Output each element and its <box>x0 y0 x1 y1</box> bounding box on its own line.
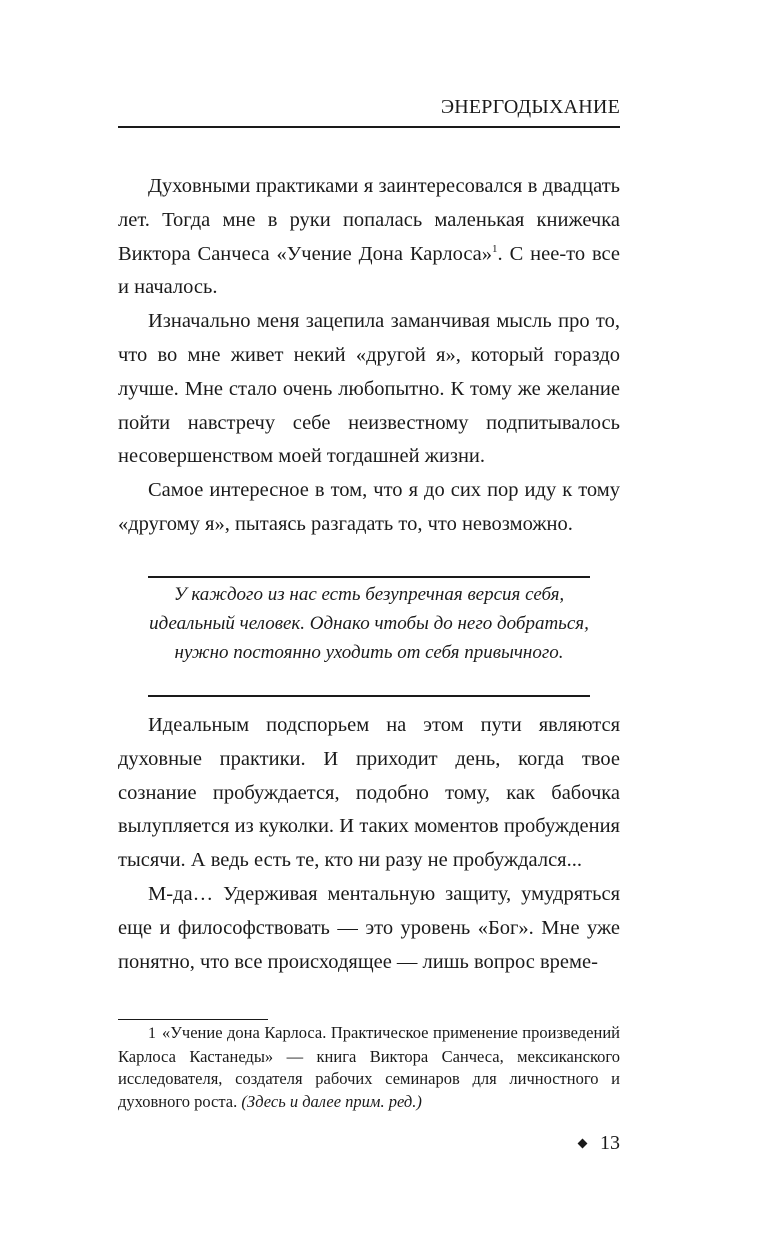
paragraph-1 <box>118 170 620 305</box>
footnote-text: «Учение дона Карлоса. Практическое применение произведений Карлоса Кастанеды» — книга Виктора Санчеса, мексиканского исследователя, создателя рабочих семинаров для личностного и духовного роста. <box>118 1023 620 1111</box>
quote-bottom-rule <box>148 695 590 697</box>
paragraph-1-text: Духовными практиками я заинтересовался в двадцать лет. Тогда мне в руки попалась маленькая книжечка Виктора Санчеса «Учение Дона Карлоса» <box>118 175 620 265</box>
page-folio <box>579 1132 620 1155</box>
diamond-icon <box>578 1139 588 1149</box>
paragraph-3: Самое интересное в том, что я до сих пор иду к тому «другому я», пытаясь разгадать то, что невозможно. <box>118 479 620 535</box>
running-head: ЭНЕРГОДЫХАНИЕ <box>440 96 620 118</box>
footnote-reference[interactable]: 1 <box>492 242 498 255</box>
footnote <box>118 1022 620 1113</box>
footnote-editor-note: (Здесь и далее прим. ред.) <box>241 1091 422 1111</box>
footnote-rule <box>118 1019 268 1020</box>
footnote-paragraph <box>118 1022 620 1113</box>
page-number: 13 <box>600 1132 620 1154</box>
paragraph-1-text-end: . С нее-то все и началось. <box>118 242 620 299</box>
header-rule <box>118 126 620 128</box>
paragraph-4: Идеальным подспорьем на этом пути являются духовные практики. И приходит день, когда твое сознание пробуждается, подобно тому, как бабочка вылупляется из куколки. И таких моментов пробуждения тысячи. А ведь есть те, кто ни разу не пробуждался... <box>118 714 620 872</box>
footnote-number: 1 <box>148 1025 156 1042</box>
paragraph-5: М-да… Удерживая ментальную защиту, умудряться еще и философствовать — это уровень «Бог». Мне уже понятно, что все происходящее — лишь вопрос време- <box>118 882 620 973</box>
pull-quote: У каждого из нас есть безупречная версия себя, идеальный человек. Однако чтобы до него добраться, нужно постоянно уходить от себя привычного. <box>149 584 589 663</box>
quote-top-rule <box>148 576 590 578</box>
body-text-bottom <box>118 709 620 979</box>
body-text-top <box>118 170 620 542</box>
paragraph-2: Изначально меня зацепила заманчивая мысль про то, что во мне живет некий «другой я», который гораздо лучше. Мне стало очень любопытно. К тому же желание пойти навстречу себе неизвестному подпитывалось несовершенством моей тогдашней жизни. <box>118 310 620 468</box>
